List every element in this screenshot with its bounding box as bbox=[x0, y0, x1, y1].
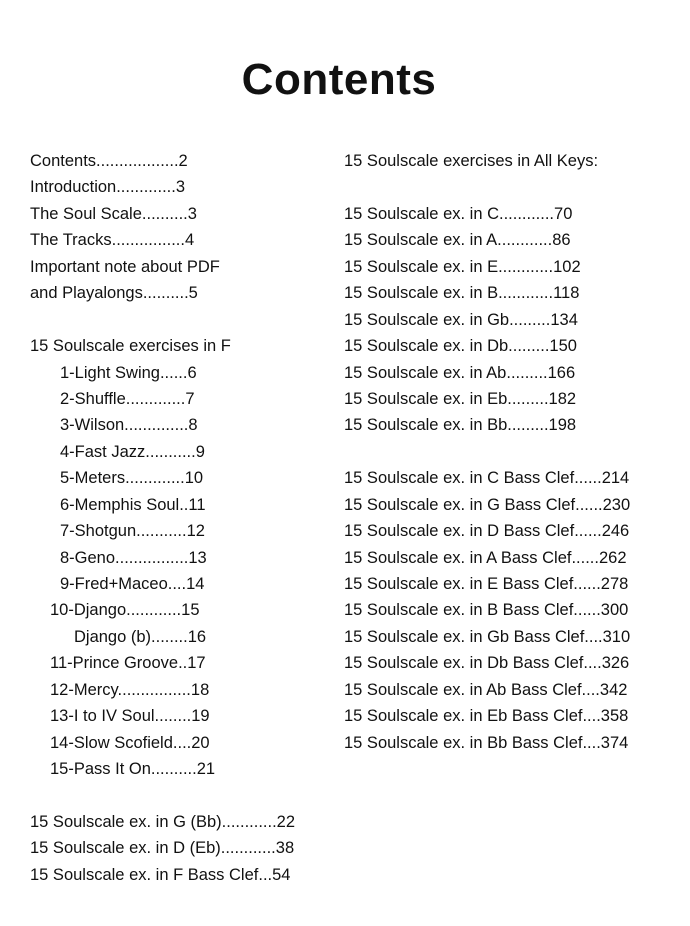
toc-entry[interactable]: 15 Soulscale ex. in Gb Bass Clef....310 bbox=[344, 627, 631, 646]
toc-entry[interactable]: 12-Mercy................18 bbox=[50, 680, 210, 699]
toc-entry[interactable]: The Tracks................4 bbox=[30, 231, 195, 250]
toc-entry[interactable]: 15 Soulscale ex. in C Bass Clef......214 bbox=[344, 469, 630, 488]
toc-entry[interactable]: 15 Soulscale ex. in Ab Bass Clef....342 bbox=[344, 680, 628, 699]
toc-section-heading: 15 Soulscale exercises in All Keys: bbox=[344, 152, 599, 170]
toc-entry[interactable]: 15 Soulscale ex. in Bb Bass Clef....374 bbox=[344, 733, 629, 752]
toc-entry[interactable]: 15 Soulscale ex. in A Bass Clef......262 bbox=[344, 548, 627, 567]
toc-right-column bbox=[344, 148, 674, 756]
toc-entry[interactable]: 3-Wilson..............8 bbox=[60, 416, 198, 435]
toc-spacer bbox=[344, 439, 674, 465]
toc-entry[interactable]: 2-Shuffle.............7 bbox=[60, 389, 195, 408]
toc-entry[interactable]: 15 Soulscale ex. in D Bass Clef......246 bbox=[344, 522, 630, 541]
toc-entry[interactable]: 15 Soulscale ex. in A............86 bbox=[344, 231, 571, 250]
toc-entry[interactable]: 10-Django............15 bbox=[50, 601, 200, 620]
toc-entry[interactable]: 7-Shotgun...........12 bbox=[60, 522, 205, 541]
toc-entry[interactable]: 15 Soulscale ex. in Eb Bass Clef....358 bbox=[344, 707, 629, 726]
toc-entry[interactable]: 5-Meters.............10 bbox=[60, 469, 204, 488]
toc-entry[interactable]: 15 Soulscale ex. in Gb.........134 bbox=[344, 310, 578, 329]
toc-entry[interactable]: 15 Soulscale ex. in F Bass Clef...54 bbox=[30, 865, 291, 884]
toc-entry[interactable]: 15 Soulscale ex. in B Bass Clef......300 bbox=[344, 601, 629, 620]
toc-entry[interactable]: 15 Soulscale ex. in C............70 bbox=[344, 204, 573, 223]
toc-left-column bbox=[30, 148, 330, 888]
toc-section-heading: 15 Soulscale exercises in F bbox=[30, 337, 231, 356]
toc-entry[interactable]: Contents..................2 bbox=[30, 152, 188, 170]
toc-entry[interactable]: Django (b)........16 bbox=[74, 627, 207, 646]
toc-entry[interactable]: 15 Soulscale ex. in G (Bb)............22 bbox=[30, 812, 296, 831]
toc-entry[interactable]: Important note about PDF bbox=[30, 257, 220, 276]
toc-entry[interactable]: 9-Fred+Maceo....14 bbox=[60, 575, 205, 593]
toc-entry[interactable]: 15 Soulscale ex. in Ab.........166 bbox=[344, 363, 576, 382]
toc-entry[interactable]: 1-Light Swing......6 bbox=[60, 363, 197, 382]
toc-entry[interactable]: 15 Soulscale ex. in Db.........150 bbox=[344, 337, 577, 356]
toc-spacer bbox=[30, 307, 330, 333]
toc-spacer bbox=[30, 783, 330, 809]
toc-entry[interactable]: and Playalongs..........5 bbox=[30, 284, 198, 303]
toc-entry[interactable]: 15-Pass It On..........21 bbox=[50, 760, 216, 779]
toc-entry[interactable]: 13-I to IV Soul........19 bbox=[50, 707, 210, 726]
toc-entry[interactable]: 15 Soulscale ex. in Bb.........198 bbox=[344, 416, 577, 435]
toc-entry[interactable]: 15 Soulscale ex. in E............102 bbox=[344, 257, 581, 276]
toc-entry[interactable]: 14-Slow Scofield....20 bbox=[50, 733, 210, 752]
toc-entry[interactable]: 8-Geno................13 bbox=[60, 548, 207, 567]
toc-entry[interactable]: 15 Soulscale ex. in E Bass Clef......278 bbox=[344, 575, 629, 593]
toc-spacer bbox=[344, 174, 674, 200]
toc-entry[interactable]: 15 Soulscale ex. in D (Eb)............38 bbox=[30, 839, 295, 858]
toc-entry[interactable]: 15 Soulscale ex. in B............118 bbox=[344, 284, 580, 303]
toc-entry[interactable]: The Soul Scale..........3 bbox=[30, 204, 197, 223]
toc-entry[interactable]: 4-Fast Jazz...........9 bbox=[60, 442, 205, 461]
toc-entry[interactable]: Introduction.............3 bbox=[30, 178, 185, 197]
page-title: Contents bbox=[241, 55, 437, 104]
toc-entry[interactable]: 15 Soulscale ex. in Eb.........182 bbox=[344, 389, 577, 408]
toc-entry[interactable]: 15 Soulscale ex. in G Bass Clef......230 bbox=[344, 495, 631, 514]
toc-entry[interactable]: 6-Memphis Soul..11 bbox=[60, 495, 206, 514]
toc-entry[interactable]: 15 Soulscale ex. in Db Bass Clef....326 bbox=[344, 654, 630, 673]
toc-entry[interactable]: 11-Prince Groove..17 bbox=[50, 654, 206, 673]
